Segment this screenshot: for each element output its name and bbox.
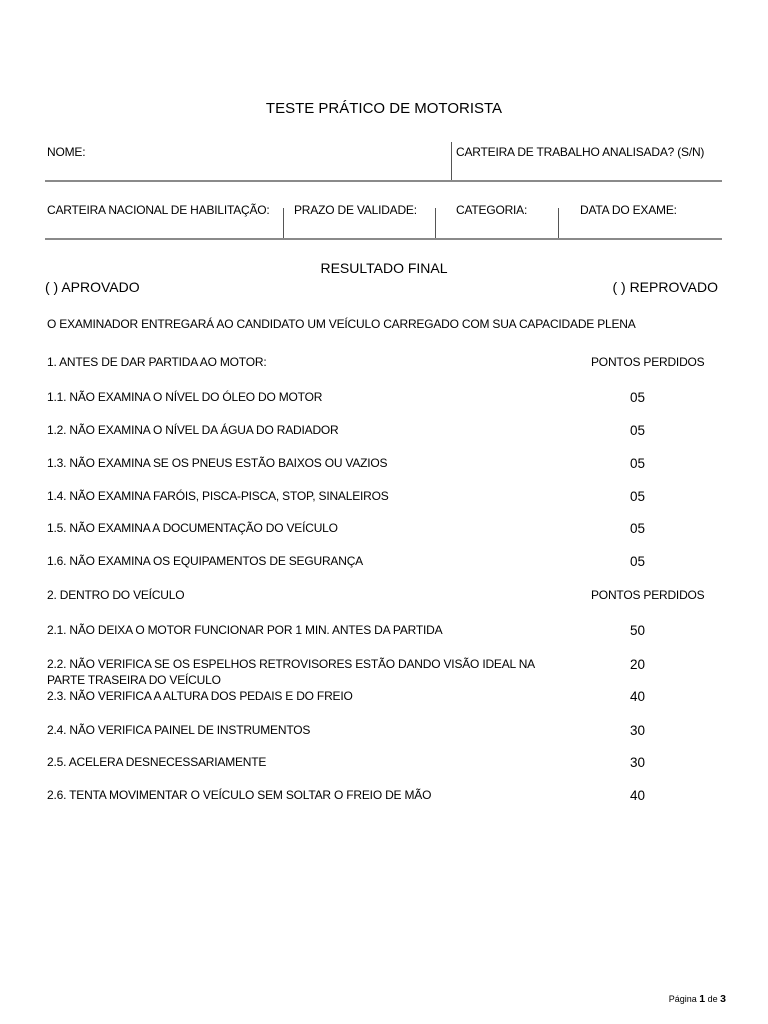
list-item: 1.3. NÃO EXAMINA SE OS PNEUS ESTÃO BAIXOS OU VAZIOS — [47, 456, 388, 470]
form-line — [45, 238, 722, 240]
points-value: 05 — [630, 554, 646, 569]
points-value: 05 — [630, 456, 646, 471]
list-item: 2.6. TENTA MOVIMENTAR O VEÍCULO SEM SOLTAR O FREIO DE MÃO — [47, 788, 432, 802]
current-page: 1 — [699, 993, 706, 1005]
points-value: 30 — [630, 723, 646, 738]
points-value: 50 — [630, 623, 646, 638]
aprovado-option: ( ) APROVADO — [45, 279, 140, 295]
de-label: de — [707, 994, 718, 1004]
divider — [435, 208, 436, 238]
points-header: PONTOS PERDIDOS — [591, 355, 705, 369]
carteira-trabalho-label: CARTEIRA DE TRABALHO ANALISADA? (S/N) — [456, 145, 705, 159]
points-value: 05 — [630, 390, 646, 405]
instruction-text: O EXAMINADOR ENTREGARÁ AO CANDIDATO UM VEÍCULO CARREGADO COM SUA CAPACIDADE PLENA — [47, 317, 636, 331]
divider — [451, 142, 452, 180]
resultado-heading: RESULTADO FINAL — [320, 260, 448, 276]
list-item: 1.4. NÃO EXAMINA FARÓIS, PISCA-PISCA, STOP, SINALEIROS — [47, 489, 389, 503]
points-value: 40 — [630, 788, 646, 803]
list-item: 1.5. NÃO EXAMINA A DOCUMENTAÇÃO DO VEÍCULO — [47, 521, 338, 535]
list-item: 1.6. NÃO EXAMINA OS EQUIPAMENTOS DE SEGURANÇA — [47, 554, 363, 568]
form-line — [45, 180, 722, 182]
list-item: 2.3. NÃO VERIFICA A ALTURA DOS PEDAIS E DO FREIO — [47, 689, 353, 703]
categoria-label: CATEGORIA: — [456, 203, 528, 217]
list-item: 2.5. ACELERA DESNECESSARIAMENTE — [47, 755, 267, 769]
cnh-label: CARTEIRA NACIONAL DE HABILITAÇÃO: — [47, 203, 270, 217]
total-pages: 3 — [720, 993, 726, 1005]
list-item: 2.1. NÃO DEIXA O MOTOR FUNCIONAR POR 1 MIN. ANTES DA PARTIDA — [47, 623, 443, 637]
list-item: 1.2. NÃO EXAMINA O NÍVEL DA ÁGUA DO RADIADOR — [47, 423, 339, 437]
section-1-heading: 1. ANTES DE DAR PARTIDA AO MOTOR: — [47, 355, 267, 369]
list-item: 2.2. NÃO VERIFICA SE OS ESPELHOS RETROVISORES ESTÃO DANDO VISÃO IDEAL NA — [47, 657, 535, 671]
data-exame-label: DATA DO EXAME: — [580, 203, 677, 217]
points-value: 30 — [630, 755, 646, 770]
points-value: 05 — [630, 423, 646, 438]
points-value: 05 — [630, 521, 646, 536]
points-value: 05 — [630, 489, 646, 504]
list-item-continuation: PARTE TRASEIRA DO VEÍCULO — [47, 673, 221, 687]
page-number — [669, 993, 726, 1005]
points-value: 40 — [630, 689, 646, 704]
prazo-validade-label: PRAZO DE VALIDADE: — [294, 203, 417, 217]
points-value: 20 — [630, 657, 646, 672]
list-item: 1.1. NÃO EXAMINA O NÍVEL DO ÓLEO DO MOTOR — [47, 390, 323, 404]
section-2-heading: 2. DENTRO DO VEÍCULO — [47, 588, 185, 602]
list-item: 2.4. NÃO VERIFICA PAINEL DE INSTRUMENTOS — [47, 723, 311, 737]
pagina-label: Página — [668, 994, 697, 1004]
reprovado-option: ( ) REPROVADO — [612, 279, 718, 295]
nome-label: NOME: — [47, 145, 86, 159]
divider — [558, 208, 559, 238]
page-title: TESTE PRÁTICO DE MOTORISTA — [265, 100, 503, 117]
divider — [283, 208, 284, 238]
points-header: PONTOS PERDIDOS — [591, 588, 705, 602]
